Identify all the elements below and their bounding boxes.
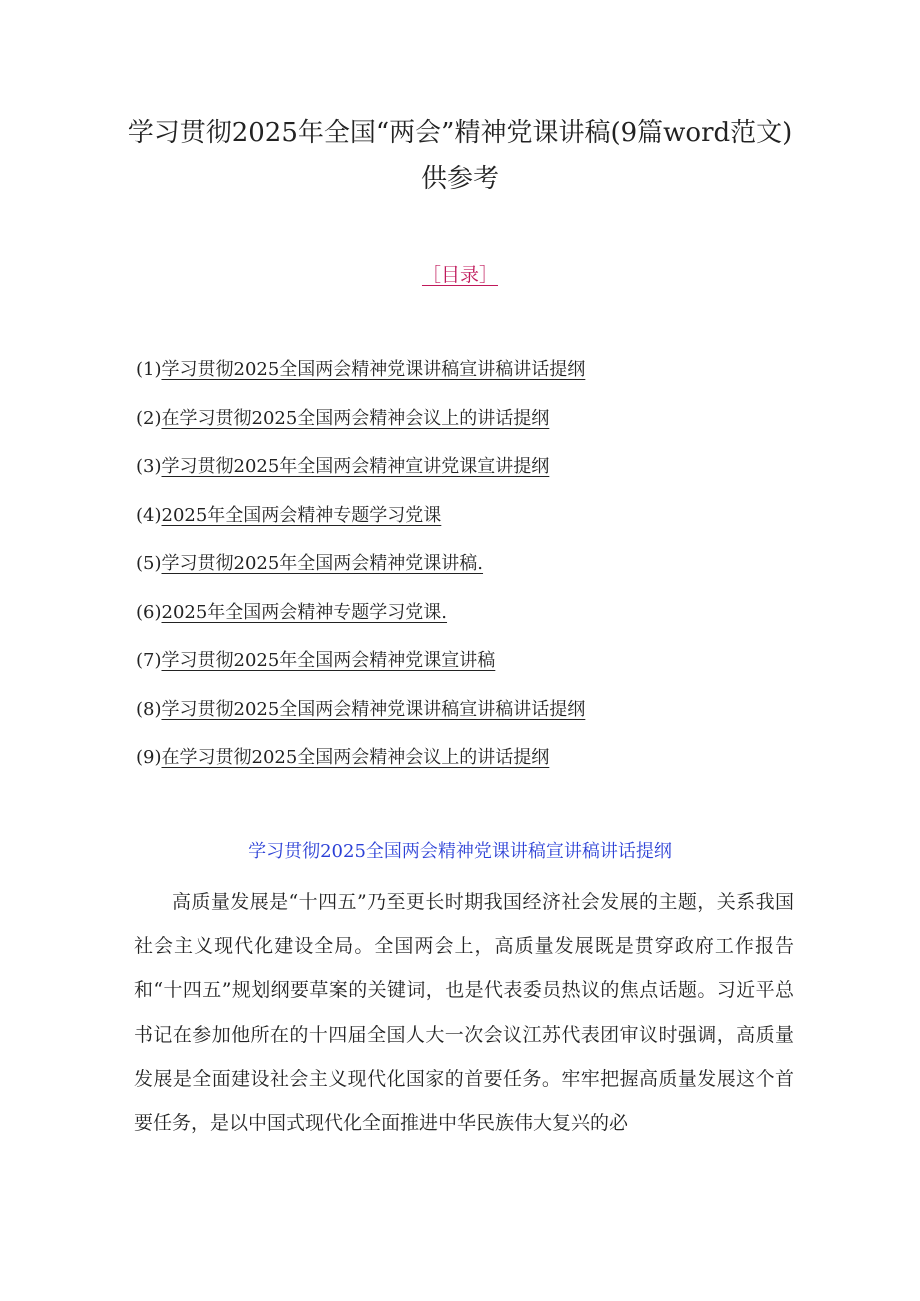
toc-number: (8) <box>136 698 162 720</box>
toc-heading <box>0 262 920 288</box>
toc-link-1[interactable]: 学习贯彻2025全国两会精神党课讲稿宣讲稿讲话提纲 <box>161 359 586 380</box>
toc-item-6 <box>136 599 836 648</box>
toc-link-4[interactable]: 2025年全国两会精神专题学习党课 <box>161 504 442 526</box>
section-heading: 学习贯彻2025全国两会精神党课讲稿宣讲稿讲话提纲 <box>248 841 672 862</box>
toc-number: (4) <box>136 504 162 526</box>
toc-number: (7) <box>136 650 162 671</box>
toc-number: (9) <box>136 747 162 768</box>
toc-link-9[interactable]: 在学习贯彻2025全国两会精神会议上的讲话提纲 <box>161 747 550 768</box>
toc-number: (5) <box>136 553 162 574</box>
table-of-contents <box>136 356 836 793</box>
toc-link-6[interactable]: 2025年全国两会精神专题学习党课. <box>161 601 448 623</box>
toc-item-1 <box>136 356 836 405</box>
document-title: 学习贯彻2025年全国“两会”精神党课讲稿(9篇word范文)供参考 <box>127 118 793 194</box>
toc-number: (1) <box>136 359 162 380</box>
toc-item-8 <box>136 696 836 745</box>
body-paragraph: 高质量发展是“十四五”乃至更长时期我国经济社会发展的主题，关系我国社会主义现代化建设全局。全国两会上，高质量发展既是贯穿政府工作报告和“十四五”规划纲要草案的关键词，也是代表委员热议的焦点话题。习近平总书记在参加他所在的十四届全国人大一次会议江苏代表团审议时强调，高质量发展是全面建设社会主义现代化国家的首要任务。牢牢把握高质量发展这个首要任务，是以中国式现代化全面推进中华民族伟大复兴的必 <box>134 891 794 1135</box>
toc-item-5 <box>136 550 836 599</box>
toc-link-8[interactable]: 学习贯彻2025全国两会精神党课讲稿宣讲稿讲话提纲 <box>161 698 586 720</box>
toc-item-7 <box>136 647 836 696</box>
toc-link-5[interactable]: 学习贯彻2025年全国两会精神党课讲稿. <box>161 553 484 574</box>
toc-number: (2) <box>136 407 162 429</box>
toc-number: (6) <box>136 601 162 623</box>
toc-number: (3) <box>136 456 162 477</box>
toc-link-2[interactable]: 在学习贯彻2025全国两会精神会议上的讲话提纲 <box>161 407 550 429</box>
toc-item-2 <box>136 405 836 454</box>
toc-item-9 <box>136 744 836 793</box>
toc-item-3 <box>136 453 836 502</box>
toc-link-3[interactable]: 学习贯彻2025年全国两会精神宣讲党课宣讲提纲 <box>161 456 550 477</box>
toc-item-4 <box>136 502 836 551</box>
toc-heading-label: ［目录］ <box>421 264 498 286</box>
toc-link-7[interactable]: 学习贯彻2025年全国两会精神党课宣讲稿 <box>161 650 496 671</box>
